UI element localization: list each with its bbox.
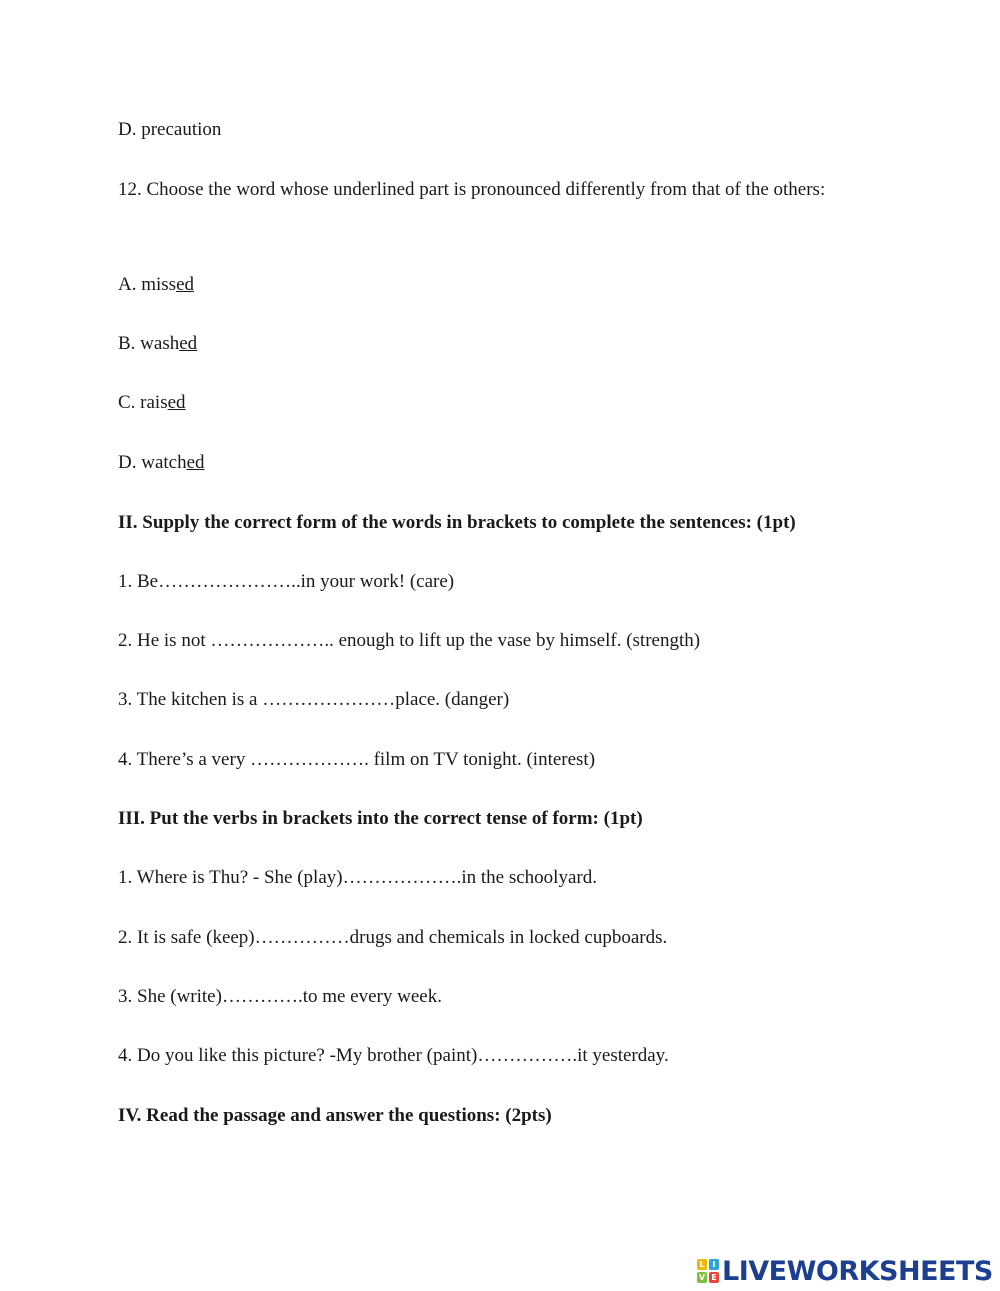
q11-option-d: D. precaution [118,119,222,140]
q12-option-a: A. missed [118,274,195,295]
section-2-item-1: 1. Be…………………..in your work! (care) [118,571,455,592]
section-3-item-4: 4. Do you like this picture? -My brother (paint)…………….it yesterday. [118,1045,669,1066]
q12-option-b: B. washed [118,333,198,354]
logo-block-v: V [698,1273,706,1282]
section-2-item-2: 2. He is not ……………….. enough to lift up the vase by himself. (strength) [118,630,701,651]
q12-option-c: C. raised [118,392,186,413]
liveworksheets-logo [697,1254,993,1288]
logo-text: LIVEWORKSHEETS [722,1255,993,1287]
section-3-item-3: 3. She (write)………….to me every week. [118,986,442,1007]
q12-question: 12. Choose the word whose underlined part is pronounced differently from that of the others: [118,179,826,200]
section-2-item-4: 4. There’s a very ………………. film on TV tonight. (interest) [118,749,596,770]
section-3-item-2: 2. It is safe (keep)……………drugs and chemicals in locked cupboards. [118,927,668,948]
section-3-heading: III. Put the verbs in brackets into the correct tense of form: (1pt) [118,808,643,829]
section-3-item-1: 1. Where is Thu? - She (play)……………….in the schoolyard. [118,867,597,888]
logo-blocks-icon [697,1259,719,1283]
q12-option-d: D. watched [118,452,205,473]
section-2-item-3: 3. The kitchen is a …………………place. (danger) [118,689,510,710]
logo-block-l: L [697,1259,707,1270]
section-4-heading: IV. Read the passage and answer the questions: (2pts) [118,1105,552,1126]
logo-block-i: I [709,1259,719,1270]
section-2-heading: II. Supply the correct form of the words in brackets to complete the sentences: (1pt) [118,512,796,533]
logo-block-e: E [709,1272,719,1283]
